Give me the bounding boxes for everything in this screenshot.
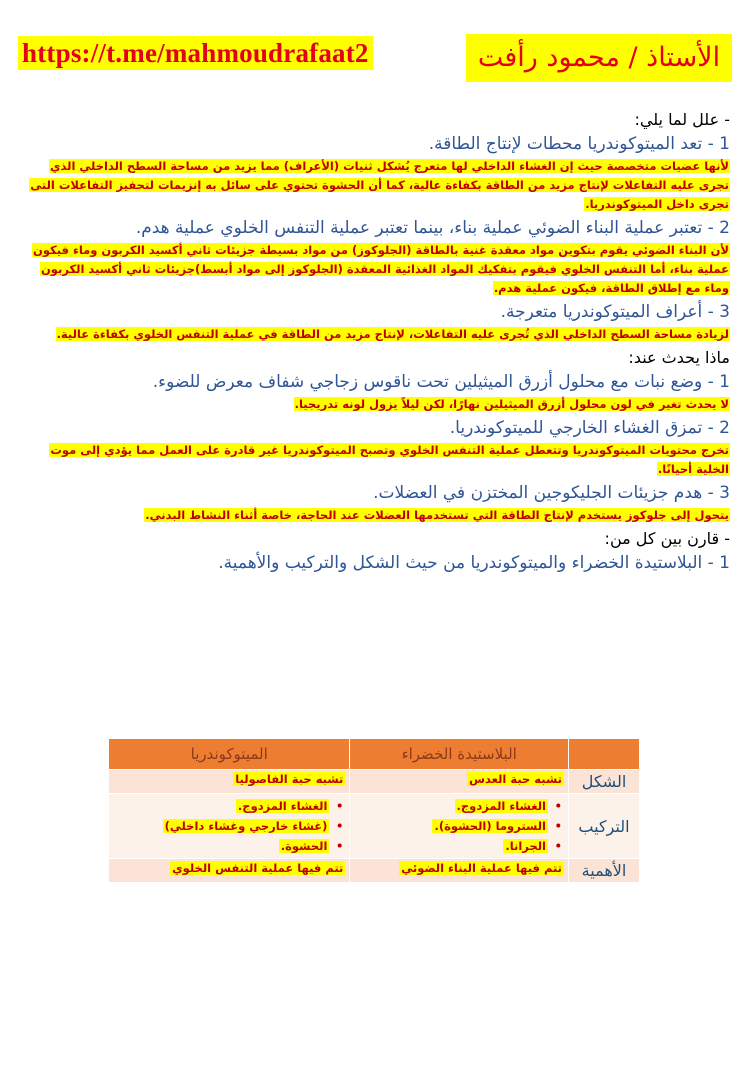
row-label-importance: الأهمية — [569, 859, 640, 883]
table-header-row — [109, 739, 640, 770]
answer: يتحول إلى جلوكوز يستخدم لإنتاج الطاقة التي تستخدمها العضلات عند الحاجة، خاصة أثناء النشاط البدني. — [145, 508, 729, 522]
answer: تخرج محتويات الميتوكوندريا وتتعطل عملية التنفس الخلوي وتصبح الميتوكوندريا غير قادرة على العمل مما يؤدي إلى موت الخلية أحيانًا. — [50, 443, 729, 476]
list-item: • (غشاء خارجي وغشاء داخلي) — [113, 816, 329, 836]
section-title-explain: - علل لما يلي: — [634, 110, 730, 129]
table-cell: تتم فيها عملية البناء الضوئي — [350, 859, 569, 883]
answer: لأنها عضيات متخصصة حيث إن الغشاء الداخلي لها متعرج يُشكل ثنيات (الأعراف) مما يزيد من مساحة السطح الداخلي الذي تجرى عليه التفاعلات لإنتاج مزيد من الطاقة بكفاءة عالية، كما أن الحشوة تحتوي على سائل به إنزيمات لتحفيز التفاعلات التى تجرى داخل الميتوكوندريا. — [30, 159, 729, 211]
table-cell — [109, 794, 350, 859]
column-header-plastid: البلاستيدة الخضراء — [350, 739, 569, 770]
table-corner — [569, 739, 640, 770]
channel-url[interactable]: https://t.me/mahmoudrafaat2 — [18, 36, 373, 70]
answer: لأن البناء الضوئي يقوم بتكوين مواد معقدة غنية بالطاقة (الجلوكوز) من مواد بسيطة جزيئات ثاني أكسيد الكربون وماء فيكون عملية بناء، أما التنفس الخلوي فيقوم بتفكيك المواد الغذائية المعقدة (الجلوكوز إلى مواد أبسط)جزيئات ثاني أكسيد الكربون وماء مع إطلاق الطاقة، فيكون عملية هدم. — [33, 243, 729, 295]
question: 1 - البلاستيدة الخضراء والميتوكوندريا من حيث الشكل والتركيب والأهمية. — [218, 553, 730, 573]
question: 1 - وضع نبات مع محلول أزرق الميثيلين تحت ناقوس زجاجي شفاف معرض للضوء. — [152, 372, 730, 392]
answer: لزيادة مساحة السطح الداخلي الذي تُجرى عليه التفاعلات، لإنتاج مزيد من الطاقة في عملية التنفس الخلوي بكفاءة عالية. — [56, 327, 729, 341]
list-item: • الجرانا. — [354, 836, 548, 856]
list-item: • الغشاء المزدوج. — [354, 796, 548, 816]
list-item: • الحشوة. — [113, 836, 329, 856]
table-row — [109, 770, 640, 794]
question: 2 - تمزق الغشاء الخارجي للميتوكوندريا. — [449, 418, 730, 438]
question: 3 - أعراف الميتوكوندريا متعرجة. — [500, 302, 730, 322]
section-title-compare: - قارن بين كل من: — [604, 529, 730, 548]
author-banner: الأستاذ / محمود رأفت — [466, 34, 732, 82]
table-row — [109, 859, 640, 883]
list-item: • الغشاء المزدوج. — [113, 796, 329, 816]
column-header-mito: الميتوكوندريا — [109, 739, 350, 770]
table-cell: تشبه حبة العدس — [350, 770, 569, 794]
row-label-shape: الشكل — [569, 770, 640, 794]
section-title-what-happens: ماذا يحدث عند: — [628, 348, 730, 367]
table-cell — [350, 794, 569, 859]
table-row — [109, 794, 640, 859]
question: 1 - تعد الميتوكوندريا محطات لإنتاج الطاقة. — [428, 134, 730, 154]
table-cell: تشبه حبة الفاصوليا — [109, 770, 350, 794]
question: 2 - تعتبر عملية البناء الضوئي عملية بناء، بينما تعتبر عملية التنفس الخلوي عملية هدم. — [135, 218, 730, 238]
comparison-table — [108, 738, 640, 883]
answer: لا يحدث تغير في لون محلول أزرق الميثيلين نهارًا، لكن ليلاً يزول لونه تدريجيا. — [294, 397, 729, 411]
question: 3 - هدم جزيئات الجليكوجين المختزن في العضلات. — [373, 483, 730, 503]
table-cell: تتم فيها عملية التنفس الخلوي — [109, 859, 350, 883]
list-item: • الستروما (الحشوة). — [354, 816, 548, 836]
row-label-structure: التركيب — [569, 794, 640, 859]
worksheet-content — [20, 108, 730, 576]
